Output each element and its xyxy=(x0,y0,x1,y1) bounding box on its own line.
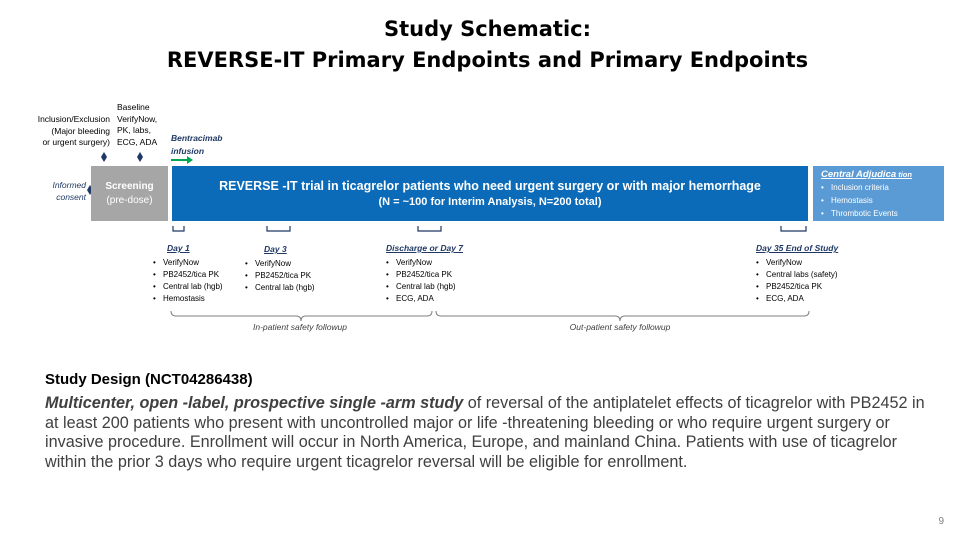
trial-title: REVERSE -IT trial in ticagrelor patients who need urgent surgery or with major hemorrhage xyxy=(219,179,761,193)
outpatient-followup-label: Out-patient safety followup xyxy=(569,322,671,332)
list-item: • PB2452/tica PK xyxy=(386,269,506,281)
timepoint-label: Discharge or Day 7 xyxy=(386,243,464,253)
list-item: • VerifyNow xyxy=(756,257,886,269)
bracket-day35 xyxy=(781,226,806,231)
trial-box xyxy=(172,166,808,221)
timepoint-list xyxy=(756,257,886,305)
outpatient-brace xyxy=(436,311,809,321)
timepoint-discharge xyxy=(386,243,506,305)
trial-subtitle: (N = ~100 for Interim Analysis, N=200 total) xyxy=(378,196,602,208)
timepoint-label: Day 35 End of Study xyxy=(756,243,839,253)
infusion-label: Bentracimab infusion xyxy=(171,133,223,156)
list-item: • ECG, ADA xyxy=(756,293,886,305)
timepoint-label: Day 3 xyxy=(264,244,287,254)
baseline-label: Baseline VerifyNow, PK, labs, ECG, ADA xyxy=(117,102,158,147)
bracket-day1 xyxy=(173,226,184,231)
list-item: • PB2452/tica PK xyxy=(245,270,355,282)
list-item: • PB2452/tica PK xyxy=(153,269,263,281)
adjudication-heading: Central Adjudica tion xyxy=(821,169,912,180)
bracket-day3 xyxy=(267,226,290,231)
list-item: • Hemostasis xyxy=(821,194,944,207)
design-paragraph xyxy=(45,394,940,472)
list-item: • VerifyNow xyxy=(386,257,506,269)
list-item: • Thrombotic Events xyxy=(821,207,944,220)
adjudication-box xyxy=(813,166,944,221)
list-item: • PB2452/tica PK xyxy=(756,281,886,293)
adjudication-list xyxy=(821,181,944,220)
list-item: • Central lab (hgb) xyxy=(153,281,263,293)
timepoint-list xyxy=(386,257,506,305)
title-line-1: Study Schematic: xyxy=(383,17,592,41)
list-item: • Central lab (hgb) xyxy=(245,282,355,294)
screening-subtitle: (pre-dose) xyxy=(106,194,153,206)
list-item: • ECG, ADA xyxy=(386,293,506,305)
screening-title: Screening xyxy=(105,180,154,192)
timepoint-day35 xyxy=(756,243,886,305)
page-number: 9 xyxy=(938,516,944,527)
inclusion-marker-icon xyxy=(101,152,107,162)
design-heading: Study Design (NCT04286438) xyxy=(45,371,253,388)
screening-box xyxy=(91,166,168,221)
timepoint-list xyxy=(245,258,355,294)
design-emphasis: Multicenter, open -label, prospective single -arm study xyxy=(45,394,464,412)
consent-label: Informed consent xyxy=(52,180,86,202)
baseline-marker-icon xyxy=(137,152,143,162)
list-item: • Inclusion criteria xyxy=(821,181,944,194)
list-item: • Central lab (hgb) xyxy=(386,281,506,293)
title-line-2: REVERSE-IT Primary Endpoints and Primary Endpoints xyxy=(166,48,809,72)
inclusion-label: Inclusion/Exclusion (Major bleeding or urgent surgery) xyxy=(37,114,110,147)
timepoint-day3 xyxy=(245,244,355,294)
list-item: • VerifyNow xyxy=(245,258,355,270)
inpatient-brace xyxy=(171,311,432,321)
list-item: • Hemostasis xyxy=(153,293,263,305)
list-item: • Central labs (safety) xyxy=(756,269,886,281)
bracket-discharge xyxy=(418,226,441,231)
design-body-text: of reversal of the antiplatelet effects of ticagrelor with PB2452 in at least 200 patients who present with uncontrolled major or life -threatening bleeding or who require urgent surgery or invasive procedure. Enrollment will occur in North America, Europe, and mainland China. Patients with use of ticagrelor within the prior 3 days who require urgent ticagrelor reversal will be eligible for enrollment. xyxy=(45,394,925,471)
timepoint-label: Day 1 xyxy=(167,243,190,253)
list-item: • VerifyNow xyxy=(153,257,263,269)
inpatient-followup-label: In-patient safety followup xyxy=(252,322,348,332)
